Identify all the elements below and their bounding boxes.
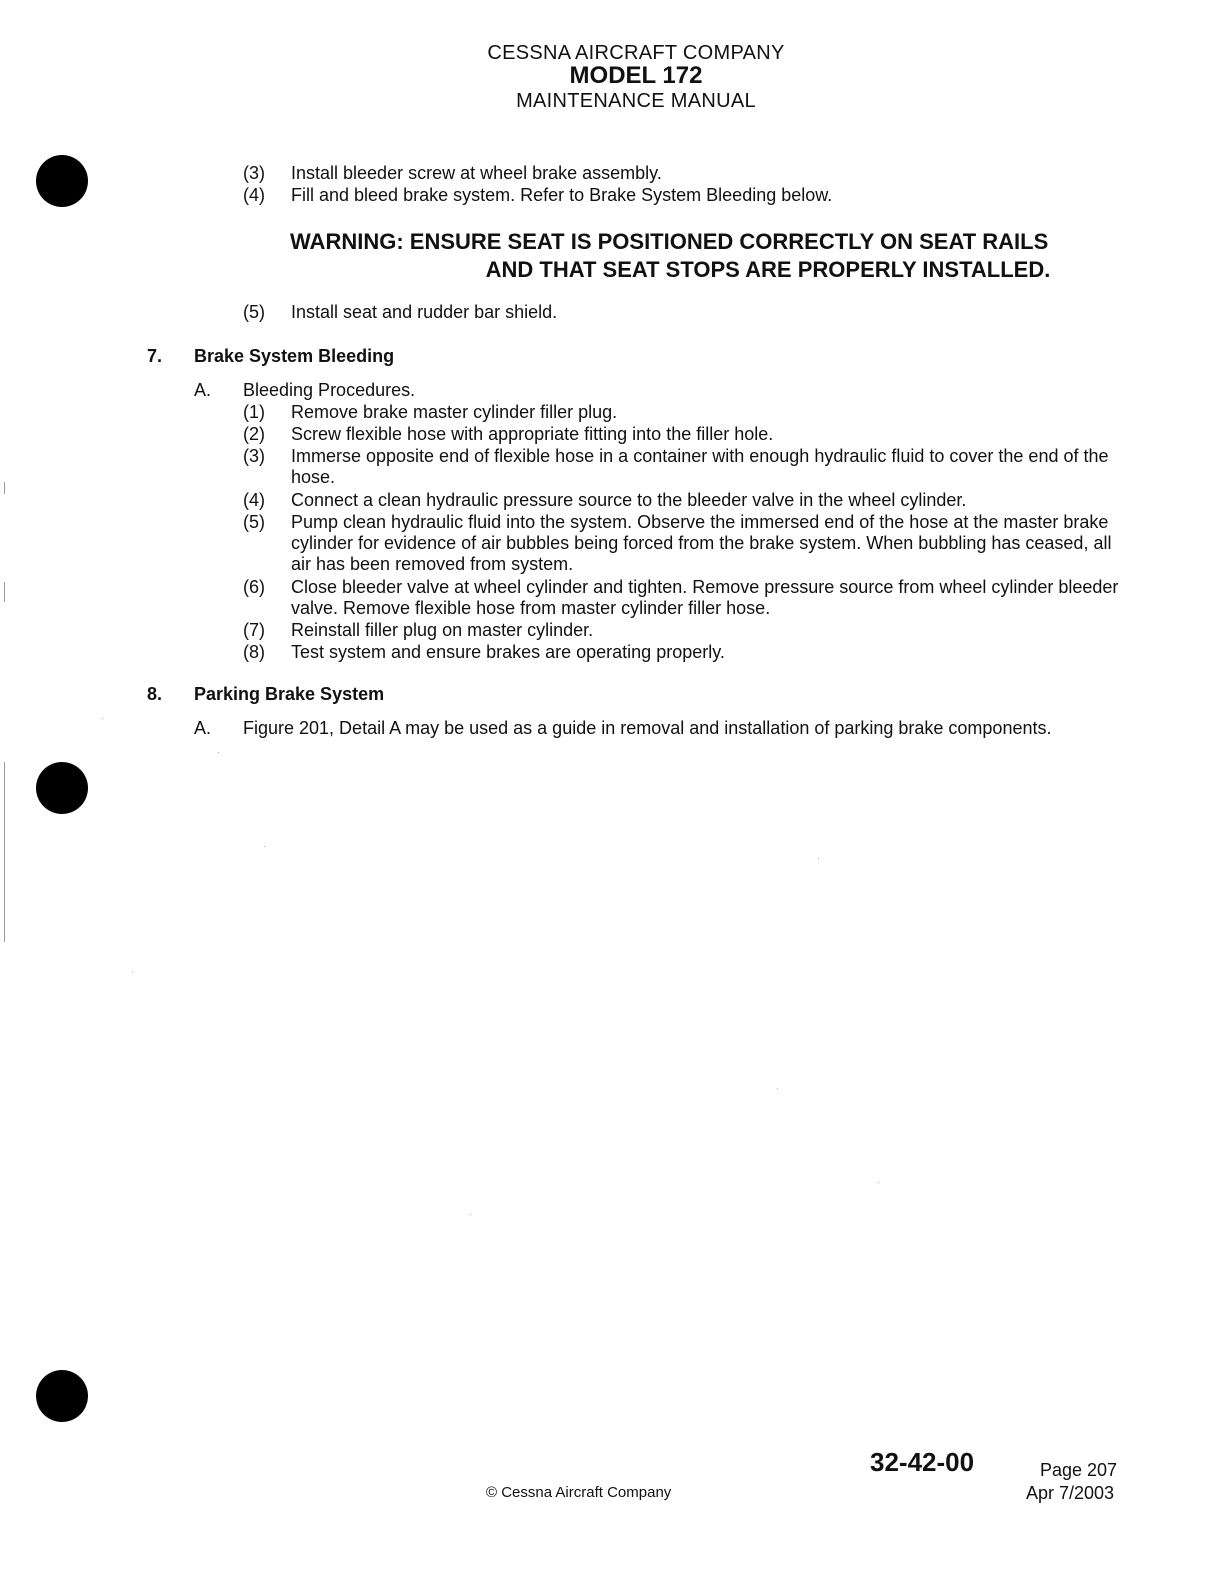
step-number: (1) [243, 402, 265, 422]
step-text: Fill and bleed brake system. Refer to Brake System Bleeding below. [291, 185, 833, 205]
scan-speck [264, 846, 265, 847]
scan-mark [4, 762, 5, 942]
step-number: (4) [243, 185, 265, 205]
step-text: Install seat and rudder bar shield. [291, 302, 558, 322]
binder-hole-bottom [36, 1370, 88, 1422]
header-company: CESSNA AIRCRAFT COMPANY [487, 42, 785, 64]
step-text: Screw flexible hose with appropriate fitting into the filler hole. [291, 424, 774, 444]
subsection-title: Bleeding Procedures. [243, 380, 416, 400]
step-number: (4) [243, 490, 265, 510]
step-number: (7) [243, 620, 265, 640]
warning-line-1: WARNING: ENSURE SEAT IS POSITIONED CORRECTLY ON SEAT RAILS [290, 229, 1049, 254]
step-text: Test system and ensure brakes are operating properly. [291, 642, 725, 662]
step-text: Reinstall filler plug on master cylinder. [291, 620, 594, 640]
scan-speck [218, 752, 219, 753]
step-number: (8) [243, 642, 265, 662]
step-text: Install bleeder screw at wheel brake assembly. [291, 163, 662, 183]
scan-speck [132, 972, 133, 973]
footer-revision-date: Apr 7/2003 [1026, 1483, 1115, 1503]
step-text: Remove brake master cylinder filler plug. [291, 402, 618, 422]
warning-block [290, 228, 1130, 284]
section-number: 7. [147, 346, 163, 366]
scan-speck [102, 718, 103, 719]
subsection-text: Figure 201, Detail A may be used as a guide in removal and installation of parking brake components. [243, 718, 1052, 738]
step-number: (5) [243, 302, 265, 322]
step-number: (2) [243, 424, 265, 444]
step-number: (6) [243, 577, 265, 597]
scan-mark [4, 482, 5, 494]
scan-mark [4, 582, 5, 602]
section-number: 8. [147, 684, 163, 704]
subsection-letter: A. [194, 718, 212, 738]
scan-speck [818, 858, 819, 859]
warning-line-2: AND THAT SEAT STOPS ARE PROPERLY INSTALLED. [485, 257, 1051, 282]
step-text: Pump clean hydraulic fluid into the system. Observe the immersed end of the hose at the master brake cylinder for evidence of air bubbles being forced from the brake system. When bubbling has ceased, all air has been removed from system. [291, 512, 1112, 574]
step-text: Close bleeder valve at wheel cylinder and tighten. Remove pressure source from wheel cylinder bleeder valve. Remove flexible hose from master cylinder filler hose. [291, 577, 1119, 618]
step-number: (5) [243, 512, 265, 532]
step-number: (3) [243, 163, 265, 183]
step-text: Connect a clean hydraulic pressure source to the bleeder valve in the wheel cylinder. [291, 490, 967, 510]
section-title: Parking Brake System [194, 684, 385, 704]
binder-hole-middle [36, 762, 88, 814]
step-text: Immerse opposite end of flexible hose in a container with enough hydraulic fluid to cover the end of the hose. [291, 446, 1109, 487]
scan-speck [777, 1088, 778, 1089]
footer-page-number: Page 207 [1040, 1460, 1118, 1480]
footer-copyright: © Cessna Aircraft Company [486, 1484, 672, 1501]
header-model: MODEL 172 [569, 62, 703, 89]
footer-chapter-code: 32-42-00 [870, 1447, 975, 1477]
scan-speck [878, 1182, 879, 1183]
section-title: Brake System Bleeding [194, 346, 395, 366]
step-number: (3) [243, 446, 265, 466]
binder-hole-top [36, 155, 88, 207]
subsection-letter: A. [194, 380, 212, 400]
scan-speck [470, 1214, 471, 1215]
header-manual: MAINTENANCE MANUAL [516, 90, 756, 112]
